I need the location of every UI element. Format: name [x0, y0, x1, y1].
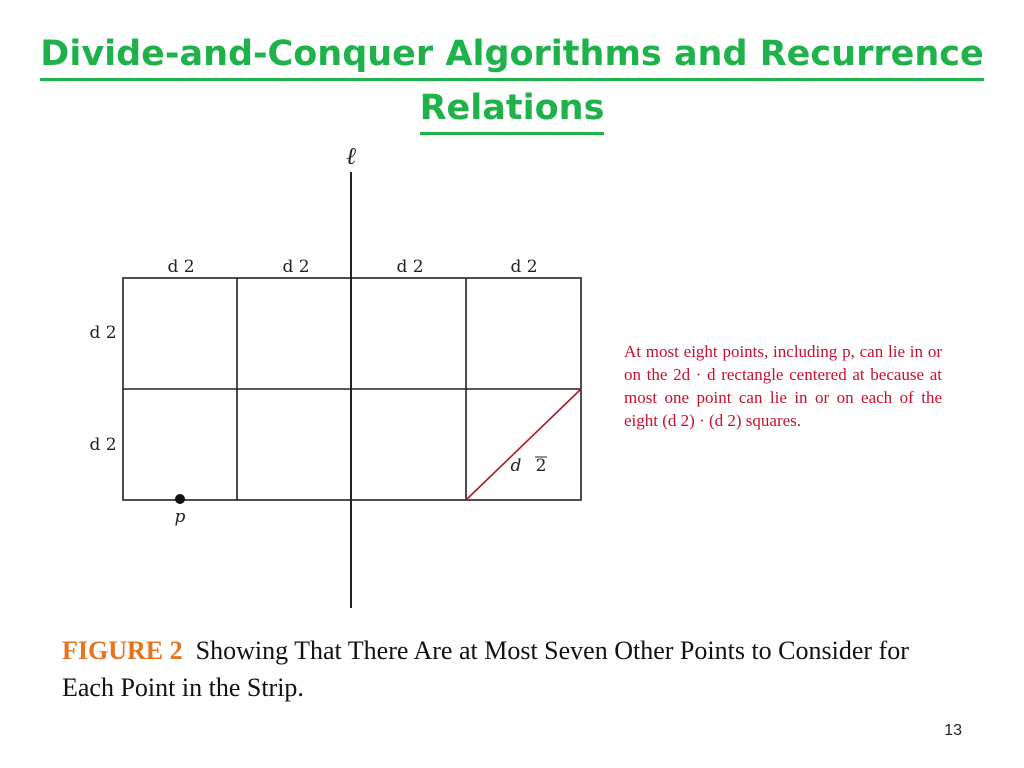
diagonal-line	[466, 389, 581, 500]
figure-annotation: At most eight points, including p, can lie in or on the 2d · d rectangle centered at because at most one point can lie in or on each of the eight (d 2) · (d 2) squares.	[624, 342, 942, 430]
dividing-line-label: ℓ	[346, 142, 356, 170]
caption-label: FIGURE 2	[62, 636, 183, 665]
page-number: 13	[944, 722, 962, 739]
point-p	[175, 494, 185, 504]
diagonal-label-sqrt: 2	[535, 456, 547, 476]
column-label: d 2	[282, 257, 310, 277]
column-label: d 2	[510, 257, 538, 277]
title-line-1: Divide-and-Conquer Algorithms and Recurrence	[40, 32, 983, 81]
caption-text: Showing That There Are at Most Seven Other Points to Consider for Each Point in the Strip.	[62, 636, 909, 702]
diagonal-label: d	[510, 456, 522, 476]
figure-caption	[62, 632, 962, 706]
column-label: d 2	[167, 257, 195, 277]
row-label: d 2	[89, 323, 117, 343]
row-label: d 2	[89, 435, 117, 455]
point-label: p	[174, 507, 186, 527]
column-label: d 2	[396, 257, 424, 277]
title-line-2: Relations	[420, 86, 605, 135]
